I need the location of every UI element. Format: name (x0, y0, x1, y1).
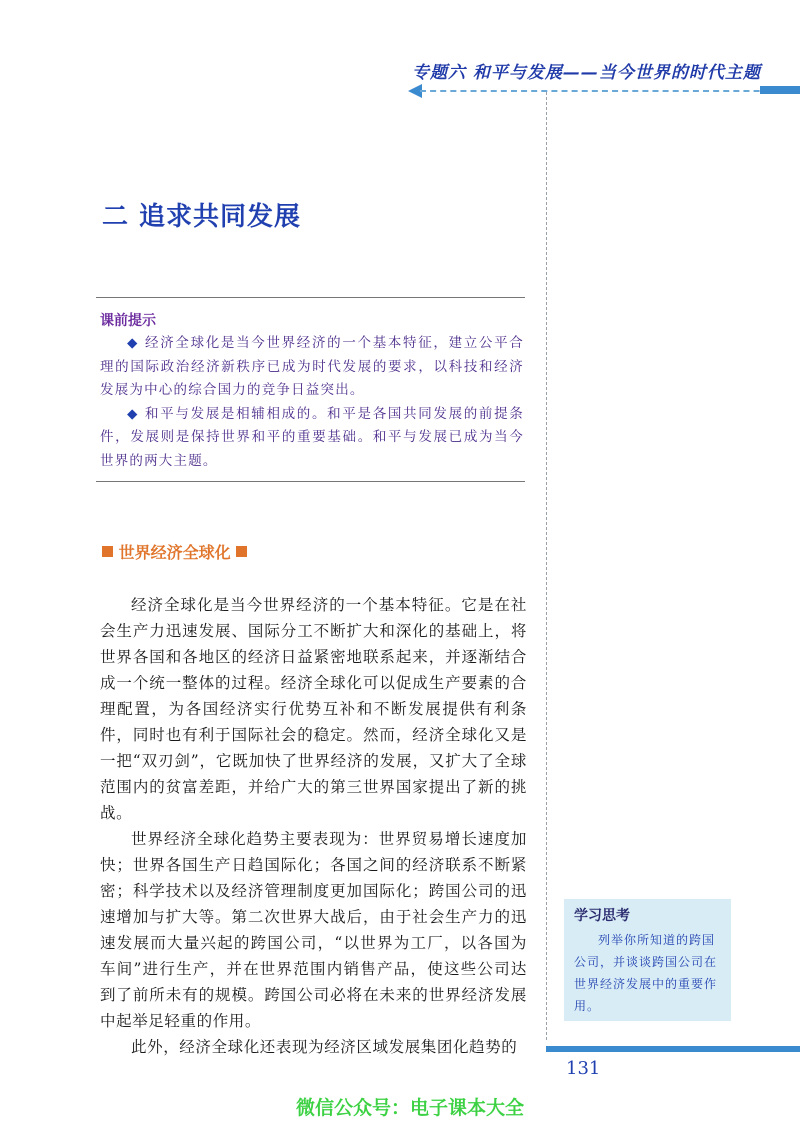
subsection-heading (102, 540, 247, 563)
study-sidebar (564, 899, 731, 1021)
section-heading: 二 追求共同发展 (102, 202, 302, 232)
square-marker-icon (102, 546, 113, 557)
diamond-bullet-icon: ◆ (127, 335, 140, 351)
page-number: 131 (566, 1058, 601, 1079)
hint-item-text: 和平与发展是相辅相成的。和平是各国共同发展的前提条件，发展则是保持世界和平的重要基础。和平与发展已成为当今世界的两大主题。 (100, 405, 524, 469)
hint-title: 课前提示 (100, 313, 156, 329)
subsection-heading-text: 世界经济全球化 (118, 543, 231, 562)
running-header: 专题六 和平与发展——当今世界的时代主题 (412, 63, 761, 83)
hint-item-text: 经济全球化是当今世界经济的一个基本特征，建立公平合理的国际政治经济新秩序已成为时代发展的要求，以科技和经济发展为中心的综合国力的竞争日益突出。 (100, 335, 524, 398)
diamond-bullet-icon: ◆ (127, 405, 140, 422)
footer-accent-bar (546, 1046, 800, 1052)
header-accent-bar (760, 86, 800, 94)
watermark: 微信公众号：电子课本大全 (296, 1097, 525, 1119)
header-divider (420, 90, 800, 92)
main-text (100, 592, 527, 1060)
sidebar-title: 学习思考 (574, 908, 630, 924)
paragraph: 世界经济全球化趋势主要表现为：世界贸易增长速度加快；世界各国生产日趋国际化；各国之间的经济联系不断紧密；科学技术以及经济管理制度更加国际化；跨国公司的迅速增加与扩大等。第二次世界大战后，由于社会生产力的迅速发展而大量兴起的跨国公司，“以世界为工厂，以各国为车间”进行生产，并在世界范围内销售产品，使这些公司达到了前所未有的规模。跨国公司必将在未来的世界经济发展中起举足轻重的作用。 (100, 830, 527, 1030)
square-marker-icon (236, 546, 247, 557)
paragraph: 经济全球化是当今世界经济的一个基本特征。它是在社会生产力迅速发展、国际分工不断扩大和深化的基础上，将世界各国和各地区的经济日益紧密地联系起来，并逐渐结合成一个统一整体的过程。经济全球化可以促成生产要素的合理配置，为各国经济实行优势互补和不断发展提供有利条件，同时也有利于国际社会的稳定。然而，经济全球化又是一把“双刃剑”，它既加快了世界经济的发展，又扩大了全球范围内的贫富差距，并给广大的第三世界国家提出了新的挑战。 (100, 596, 527, 822)
paragraph: 此外，经济全球化还表现为经济区域发展集团化趋势的 (131, 1038, 518, 1056)
hint-bottom-rule (96, 481, 525, 482)
hint-body (100, 332, 524, 473)
hint-item (100, 403, 524, 474)
margin-divider (546, 92, 547, 1040)
hint-item (100, 332, 524, 403)
hint-top-rule (96, 297, 525, 298)
sidebar-text: 列举你所知道的跨国公司，并谈谈跨国公司在世界经济发展中的重要作用。 (574, 933, 718, 1013)
